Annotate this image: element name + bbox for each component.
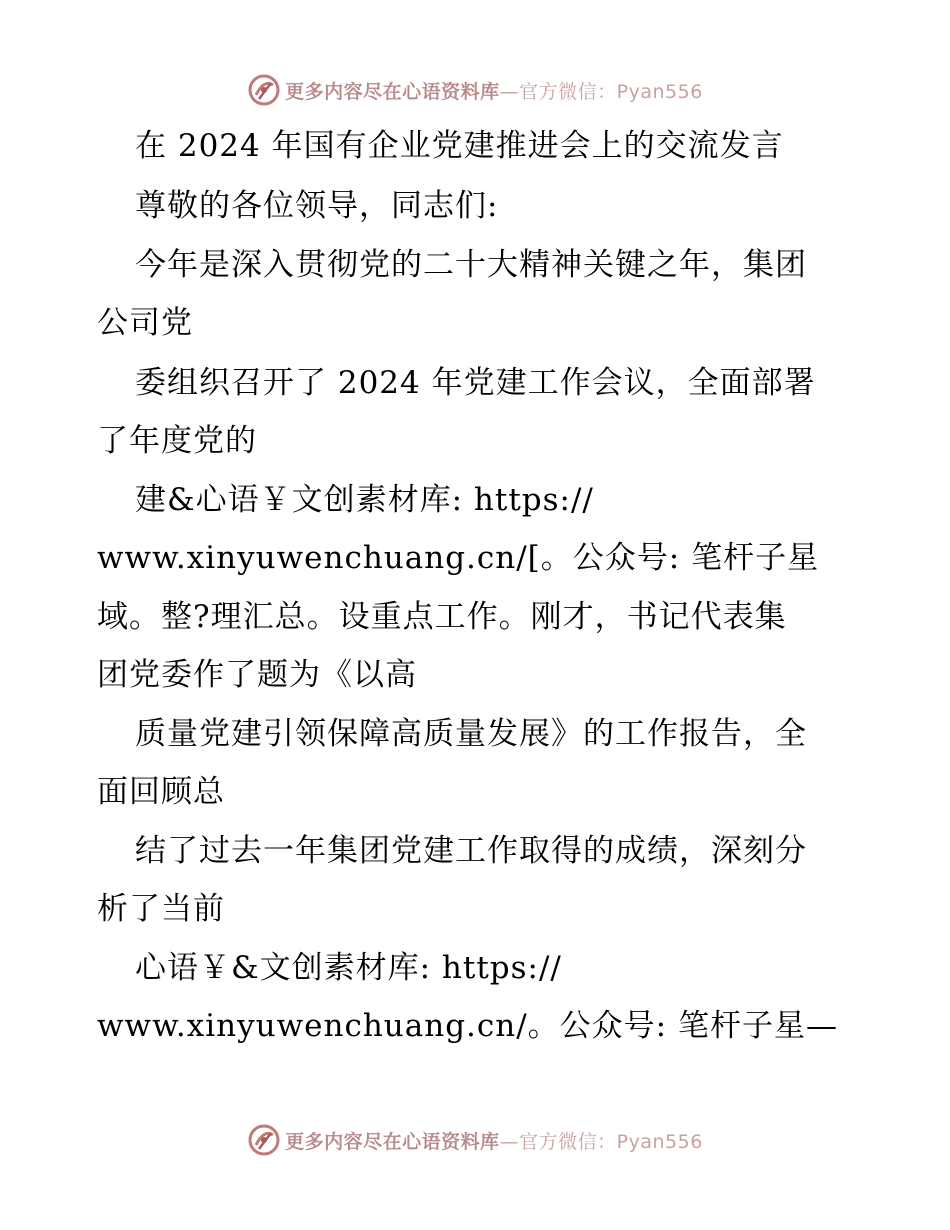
- pen-flower-logo-icon: [247, 1123, 281, 1157]
- text-line: 了年度党的: [97, 423, 257, 459]
- watermark-text: [285, 1127, 703, 1154]
- watermark-tail: 官方微信：Pyan556: [519, 80, 703, 103]
- text-line: 公司党: [97, 305, 193, 341]
- text-line: 域。整?理汇总。设重点工作。刚才，书记代表集: [97, 599, 787, 635]
- watermark-dash: —: [499, 1130, 520, 1153]
- pen-flower-logo-icon: [247, 73, 281, 107]
- text-line: 今年是深入贯彻党的二十大精神关键之年，集团: [135, 247, 807, 283]
- text-line: 质量党建引领保障高质量发展》的工作报告，全: [135, 716, 807, 752]
- text-line: www.xinyuwenchuang.cn/。公众号: 笔杆子星—: [97, 1008, 838, 1044]
- text-line: 尊敬的各位领导，同志们:: [135, 188, 499, 224]
- text-line: 析了当前: [97, 891, 225, 927]
- watermark-header: [0, 70, 950, 110]
- text-line: 心语￥&文创素材库: https://: [135, 950, 562, 986]
- text-line: 委组织召开了 2024 年党建工作会议，全面部署: [135, 365, 816, 401]
- document-title: 在 2024 年国有企业党建推进会上的交流发言: [135, 128, 784, 164]
- text-line: 结了过去一年集团党建工作取得的成绩，深刻分: [135, 833, 807, 869]
- text-line: 面回顾总: [97, 774, 225, 810]
- watermark-main: 更多内容尽在心语资料库: [285, 80, 500, 103]
- watermark-tail: 官方微信：Pyan556: [519, 1130, 703, 1153]
- text-line: 团党委作了题为《以高: [97, 657, 417, 693]
- text-line: 建&心语￥文创素材库: https://: [135, 482, 594, 518]
- watermark-text: [285, 77, 703, 104]
- watermark-footer: [0, 1120, 950, 1160]
- text-line: www.xinyuwenchuang.cn/[。公众号: 笔杆子星: [97, 540, 820, 576]
- watermark-dash: —: [499, 80, 520, 103]
- watermark-main: 更多内容尽在心语资料库: [285, 1130, 500, 1153]
